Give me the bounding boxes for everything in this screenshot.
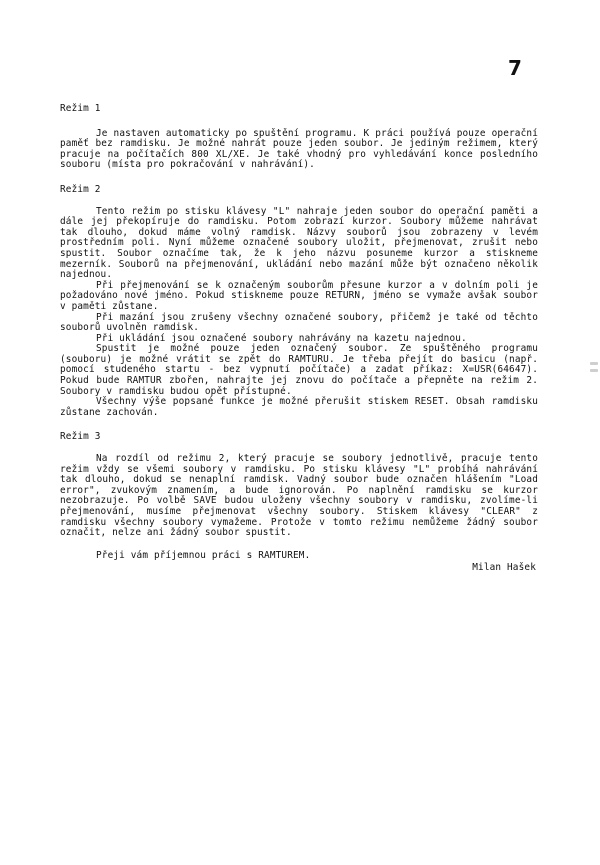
page-number: 7 (508, 56, 522, 80)
scan-mark (590, 369, 598, 372)
section-heading-rezim-2: Režim 2 (60, 183, 101, 195)
paragraph: Při mazání jsou zrušeny všechny označené soubory, přičemž je také od těchto souborů uvolněn ramdisk. (60, 311, 538, 334)
paragraph: Všechny výše popsané funkce je možné přerušit stiskem RESET. Obsah ramdisku zůstane zachován. (60, 396, 538, 418)
paragraph: Při přejmenování se k označeným souborům přesune kurzor a v dolním poli je požadováno nové jméno. Pokud stiskneme pouze RETURN, jméno se vymaže avšak soubor v paměti zůstane. (60, 279, 538, 312)
paragraph: Spustit je možné pouze jeden označený soubor. Ze spuštěného programu (souboru) je možné vrátit se zpět do RAMTURU. Je třeba přejít do basicu (např. pomocí studeného startu - bez vypnutí počítače) a zadat příkaz: X=USR(64647). Pokud bude RAMTUR zbořen, nahrajte jej znovu do počítače a přepněte na režim 2. Soubory v ramdisku budou opět přístupné. (60, 343, 538, 397)
scan-mark (590, 362, 598, 365)
closing-line: Přeji vám příjemnou práci s RAMTUREM. (96, 549, 311, 561)
paragraph: Tento režim po stisku klávesy "L" nahraje jeden soubor do operační paměti a dále jej překopíruje do ramdisku. Potom zobrazí kurzor. Soubory můžeme nahrávat tak dlouho, dokud máme volný ramdisk. Názvy souborů jsou zobrazeny v levém prostředním poli. Nyní můžeme označené soubory uložit, přejmenovat, zrušit nebo spustit. Soubor označíme tak, že k jeho názvu posuneme kurzor a stiskneme mezerník. Souborů na přejmenování, ukládání nebo mazání může být označeno několik najednou. (60, 205, 538, 281)
document-body (60, 104, 538, 574)
signature: Milan Hašek (472, 562, 536, 574)
section-heading-rezim-1: Režim 1 (60, 103, 101, 114)
section-heading-rezim-3: Režim 3 (60, 431, 101, 443)
paragraph: Je nastaven automaticky po spuštění programu. K práci používá pouze operační paměť bez ramdisku. Je možné nahrát pouze jeden soubor. Je jediným režimem, který pracuje na počítačích 800 XL/XE. Je také vhodný pro vyhledávání konce posledního souboru (místa pro pokračování v nahrávání). (60, 127, 538, 171)
paragraph: Při ukládání jsou označené soubory nahrávány na kazetu najednou. (96, 332, 467, 344)
paragraph: Na rozdíl od režimu 2, který pracuje se soubory jednotlivě, pracuje tento režim vždy se všemi soubory v ramdisku. Po stisku klávesy "L" probíhá nahrávání tak dlouho, dokud se nenaplní ramdisk. Vadný soubor bude označen hlášením "Load error", zvukovým znamením, a bude ignorován. Po naplnění ramdisku se kurzor nezobrazuje. Po volbě SAVE budou uloženy všechny soubory v ramdisku, zvolíme-li přejmenování, musíme přejmenovat všechny soubory. Stiskem klávesy "CLEAR" z ramdisku všechny soubory vymažeme. Protože v tomto režimu nemůžeme žádný soubor označit, nelze ani žádný soubor spustit. (60, 453, 538, 539)
